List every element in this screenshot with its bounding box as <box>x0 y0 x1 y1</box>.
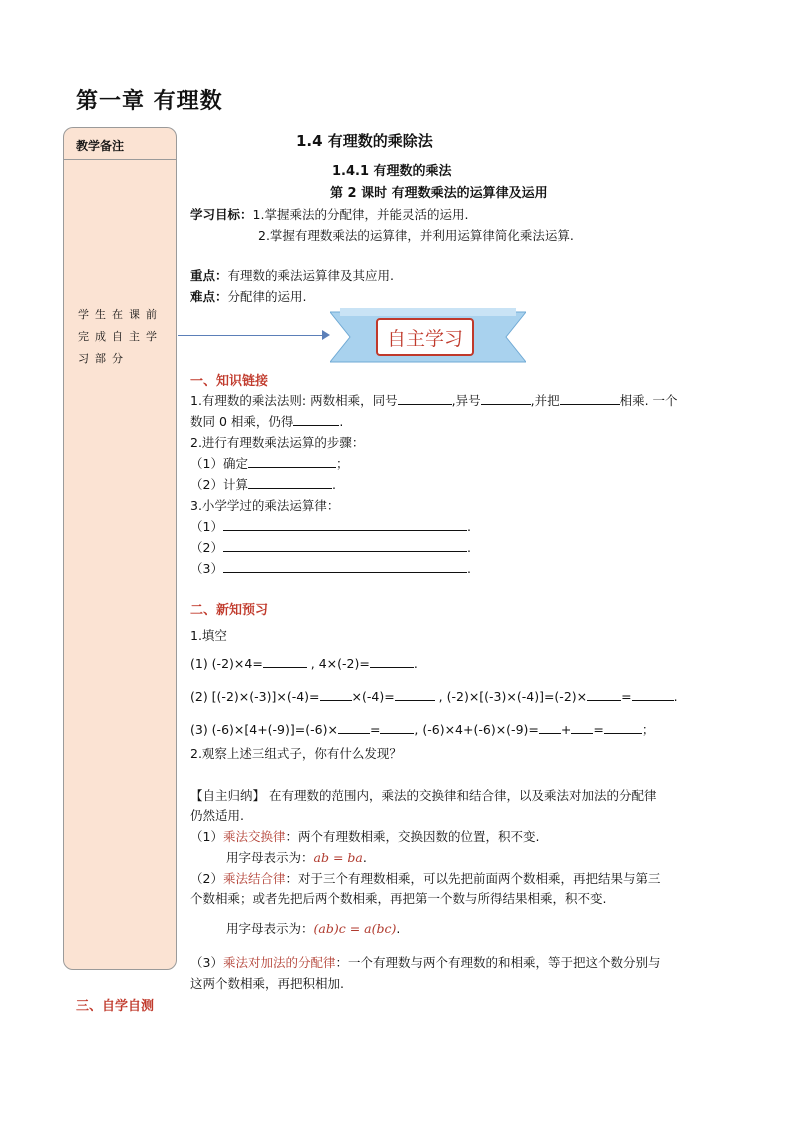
question-3-item <box>190 559 471 577</box>
answer-blank[interactable] <box>248 477 332 489</box>
answer-blank[interactable] <box>604 722 642 734</box>
law-desc: ：一个有理数与两个有理数的和相乘，等于把这个数分别与 <box>335 955 661 970</box>
exercise-1 <box>190 656 418 671</box>
question-3-item <box>190 517 471 535</box>
associative-formula <box>226 919 400 937</box>
q1-text: 1.有理数的乘法法则: 两数相乘，同号 <box>190 393 398 408</box>
goal-item: 2.掌握有理数乘法的运算律，并利用运算律简化乘法运算. <box>258 228 574 243</box>
answer-blank[interactable] <box>398 393 452 405</box>
difficulty <box>190 287 307 305</box>
law-number: （2） <box>190 871 223 886</box>
sidebar-note-line: 学生在课前 <box>78 308 163 321</box>
item-number: （3） <box>190 561 223 576</box>
summary-text: 在有理数的范围内，乘法的交换律和结合律，以及乘法对加法的分配律 <box>265 788 657 803</box>
difficulty-label: 难点： <box>190 289 228 304</box>
law-number: （3） <box>190 955 223 970</box>
law-desc: ：两个有理数相乘，交换因数的位置，积不变. <box>285 829 540 844</box>
question-1 <box>190 391 678 409</box>
subsection-title: 1.4.1 有理数的乘法 <box>332 164 452 179</box>
goal-item: 1.掌握乘法的分配律，并能灵活的运用. <box>252 207 469 222</box>
question-2: 2.进行有理数乘法运算的步骤： <box>190 435 365 450</box>
exercise-3 <box>190 720 654 738</box>
question-3: 3.小学学过的乘法运算律： <box>190 498 340 513</box>
ex-text: (3) (-6)×[4+(-9)]=(-6)× <box>190 722 338 737</box>
summary-label: 【自主归纳】 <box>190 788 266 803</box>
teaching-notes-sidebar <box>63 127 177 970</box>
law-desc: ：对于三个有理数相乘，可以先把前面两个数相乘，再把结果与第三 <box>285 871 661 886</box>
ex-text: = <box>621 689 632 704</box>
ex-text: (2) [(-2)×(-3)]×(-4)= <box>190 689 320 704</box>
associative-law-cont: 个数相乘；或者先把后两个数相乘，再把第一个数与所得结果相乘，积不变. <box>190 891 607 906</box>
item-end: . <box>466 561 471 576</box>
formula-label: 用字母表示为： <box>226 921 314 936</box>
ex-text: (1) (-2)×4= <box>190 656 263 671</box>
arrow-head-icon <box>322 330 330 340</box>
formula: ab = ba <box>313 850 363 865</box>
question-2-step-1 <box>190 454 348 472</box>
arrow-line <box>178 335 324 336</box>
answer-blank[interactable] <box>380 722 414 734</box>
answer-blank[interactable] <box>338 722 370 734</box>
answer-blank[interactable] <box>370 656 414 668</box>
law-term: 乘法交换律 <box>222 829 286 844</box>
item-end: . <box>466 540 471 555</box>
formula-label: 用字母表示为： <box>226 850 314 865</box>
part1-heading: 一、知识链接 <box>190 374 269 389</box>
answer-blank[interactable] <box>223 519 467 531</box>
q1-text: 数同 0 相乘，仍得 <box>190 414 294 429</box>
part3-heading: 三、自学自测 <box>76 999 155 1014</box>
answer-blank[interactable] <box>320 689 352 701</box>
commutative-formula <box>226 848 367 866</box>
question-3-item <box>190 538 471 556</box>
q1-text: 相乘. 一个 <box>619 393 678 408</box>
distributive-law <box>190 953 660 971</box>
goals-line-1 <box>190 205 468 223</box>
sidebar-note-line: 习部分 <box>78 352 129 365</box>
sidebar-note <box>78 304 166 370</box>
summary-line-2: 仍然适用. <box>190 808 244 823</box>
q1-text: ,异号 <box>451 393 481 408</box>
step-text: ； <box>335 456 349 471</box>
law-term: 乘法对加法的分配律 <box>222 955 336 970</box>
ex-text: ×(-4)= <box>351 689 395 704</box>
item-end: . <box>466 519 471 534</box>
answer-blank[interactable] <box>560 393 620 405</box>
key-point <box>190 266 394 284</box>
fill-in-title: 1.填空 <box>190 628 227 643</box>
answer-blank[interactable] <box>293 414 339 426</box>
step-text: （1）确定 <box>190 456 248 471</box>
formula-end: . <box>362 850 367 865</box>
summary-line-1 <box>190 786 657 804</box>
section-title: 1.4 有理数的乘除法 <box>296 132 433 150</box>
q1-text: . <box>339 414 344 429</box>
ex-text: ； <box>641 722 655 737</box>
ex-text: , (-2)×[(-3)×(-4)]=(-2)× <box>434 689 588 704</box>
answer-blank[interactable] <box>223 561 467 573</box>
ex-text: = <box>593 722 604 737</box>
ex-text: . <box>673 689 678 704</box>
formula: (ab)c = a(bc) <box>313 921 397 936</box>
key-point-text: 有理数的乘法运算律及其应用. <box>227 268 394 283</box>
question-1-cont <box>190 412 343 430</box>
observe-question: 2.观察上述三组式子，你有什么发现？ <box>190 746 402 761</box>
exercise-2 <box>190 689 678 704</box>
ex-text: + <box>560 722 572 737</box>
question-2-step-2 <box>190 475 336 493</box>
part2-heading: 二、新知预习 <box>190 603 269 618</box>
answer-blank[interactable] <box>587 689 621 701</box>
item-number: （1） <box>190 519 223 534</box>
answer-blank[interactable] <box>571 722 593 734</box>
answer-blank[interactable] <box>263 656 307 668</box>
item-number: （2） <box>190 540 223 555</box>
distributive-law-cont: 这两个数相乘，再把积相加. <box>190 976 344 991</box>
difficulty-text: 分配律的运用. <box>227 289 307 304</box>
answer-blank[interactable] <box>539 722 561 734</box>
ex-text: = <box>369 722 381 737</box>
answer-blank[interactable] <box>395 689 435 701</box>
q1-text: ,并把 <box>530 393 560 408</box>
commutative-law <box>190 827 539 845</box>
law-number: （1） <box>190 829 223 844</box>
step-text: . <box>331 477 336 492</box>
answer-blank[interactable] <box>632 689 674 701</box>
answer-blank[interactable] <box>248 456 336 468</box>
ex-text: . <box>413 656 418 671</box>
answer-blank[interactable] <box>481 393 531 405</box>
goals-label: 学习目标： <box>190 207 253 222</box>
step-text: （2）计算 <box>190 477 248 492</box>
associative-law <box>190 869 660 887</box>
sidebar-header: 教学备注 <box>64 128 176 160</box>
chapter-title: 第一章 有理数 <box>76 89 223 114</box>
lesson-title: 第 2 课时 有理数乘法的运算律及运用 <box>330 186 548 201</box>
ex-text: , (-6)×4+(-6)×(-9)= <box>414 722 539 737</box>
banner-label: 自主学习 <box>376 318 474 356</box>
ex-text: , 4×(-2)= <box>306 656 370 671</box>
sidebar-note-line: 完成自主学 <box>78 330 163 343</box>
answer-blank[interactable] <box>223 540 467 552</box>
law-term: 乘法结合律 <box>222 871 286 886</box>
key-point-label: 重点： <box>190 268 228 283</box>
formula-end: . <box>396 921 401 936</box>
